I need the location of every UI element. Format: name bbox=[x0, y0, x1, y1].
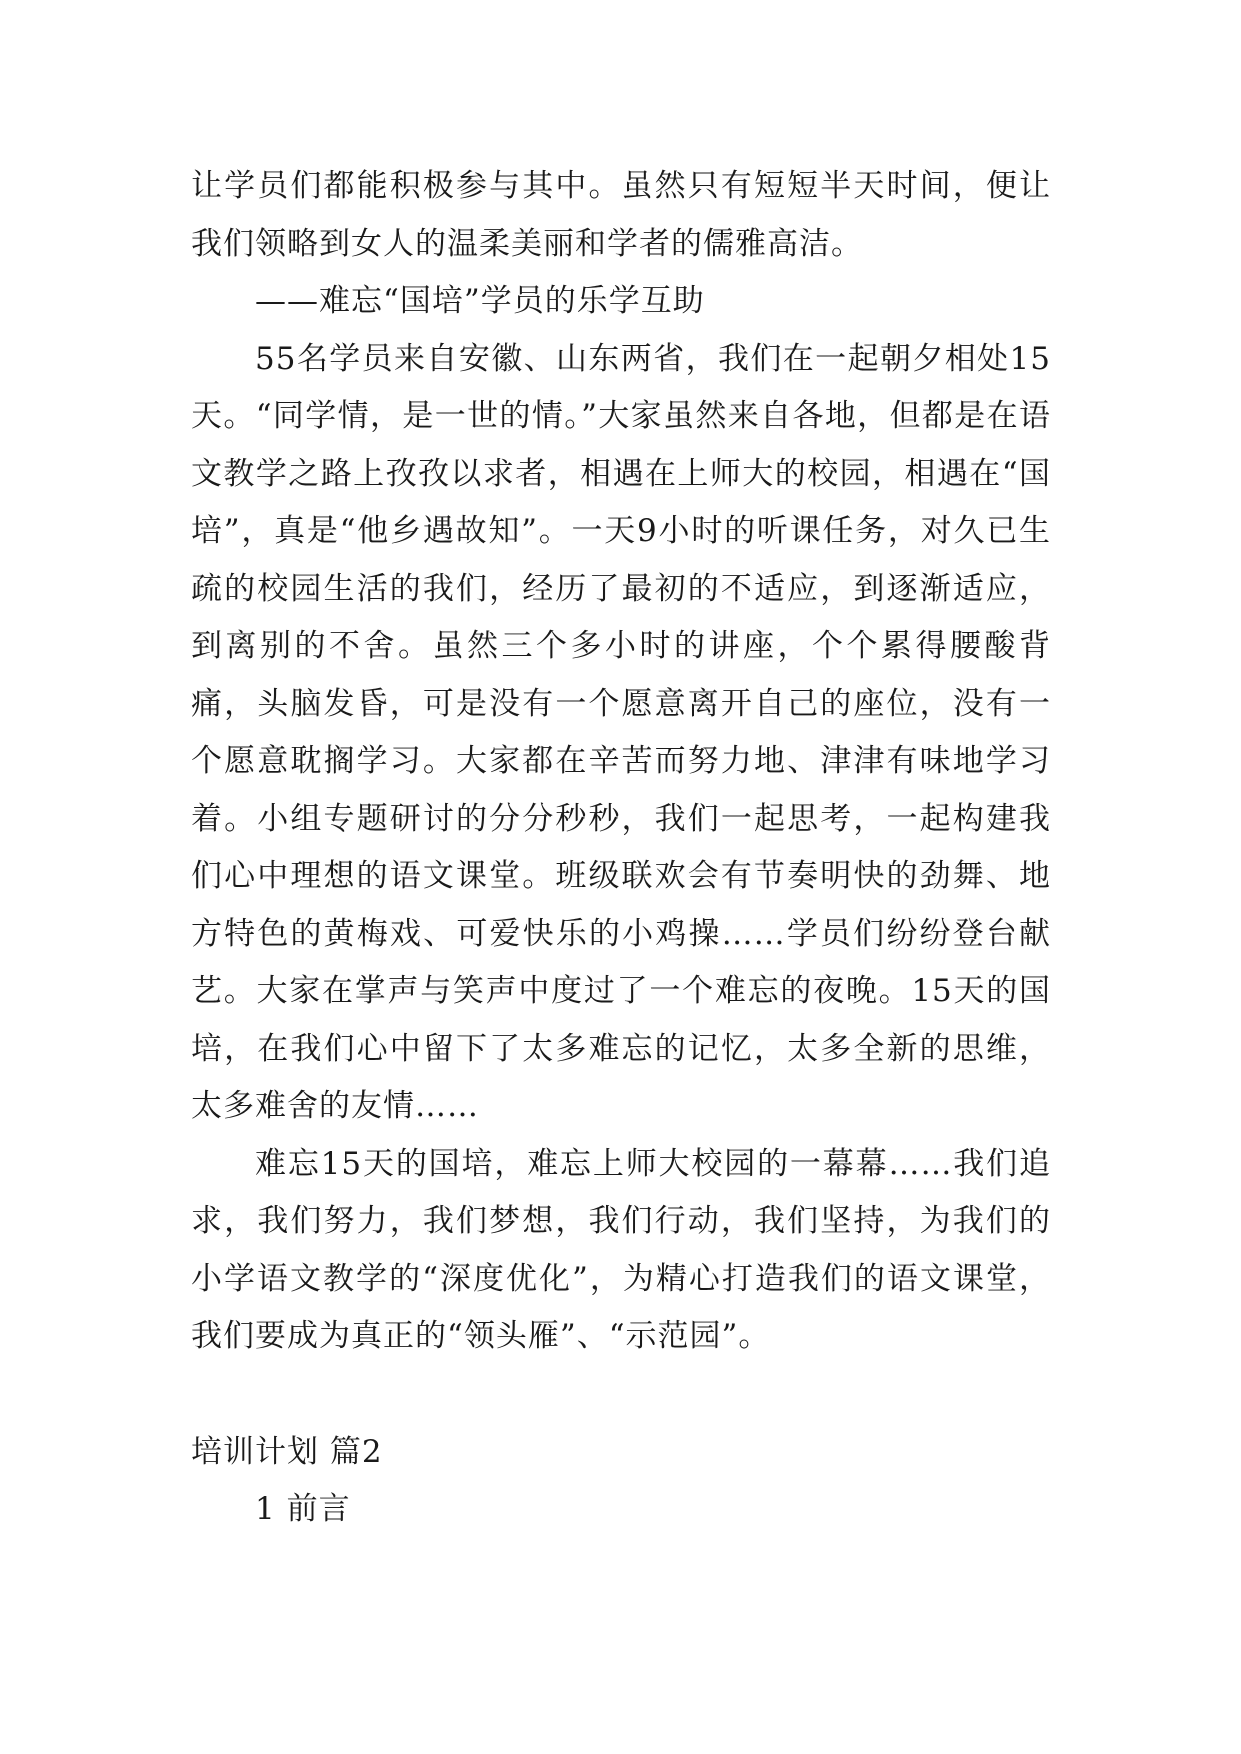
paragraph-students: 55名学员来自安徽、山东两省，我们在一起朝夕相处15天。“同学情，是一世的情。”大家虽然来自各地，但都是在语文教学之路上孜孜以求者，相遇在上师大的校园，相遇在“国培”，真是“他乡遇故知”。一天9小时的听课任务，对久已生疏的校园生活的我们，经历了最初的不适应，到逐渐适应，到离别的不舍。虽然三个多小时的讲座，个个累得腰酸背痛，头脑发昏，可是没有一个愿意离开自己的座位，没有一个愿意耽搁学习。大家都在辛苦而努力地、津津有味地学习着。小组专题研讨的分分秒秒，我们一起思考，一起构建我们心中理想的语文课堂。班级联欢会有节奏明快的劲舞、地方特色的黄梅戏、可爱快乐的小鸡操……学员们纷纷登台献艺。大家在掌声与笑声中度过了一个难忘的夜晚。15天的国培，在我们心中留下了太多难忘的记忆，太多全新的思维，太多难舍的友情…… bbox=[191, 340, 1051, 1124]
subtitle-line: ——难忘“国培”学员的乐学互助 bbox=[255, 283, 705, 319]
section-title: 培训计划 篇2 bbox=[191, 1433, 383, 1470]
paragraph-continuation: 让学员们都能积极参与其中。虽然只有短短半天时间，便让我们领略到女人的温柔美丽和学者的儒雅高洁。 bbox=[191, 168, 1051, 262]
document-body bbox=[191, 158, 1051, 1539]
paragraph-conclusion: 难忘15天的国培，难忘上师大校园的一幕幕……我们追求，我们努力，我们梦想，我们行动，我们坚持，为我们的小学语文教学的“深度优化”，为精心打造我们的语文课堂，我们要成为真正的“领头雁”、“示范园”。 bbox=[191, 1145, 1051, 1354]
subsection-title: 1 前言 bbox=[255, 1491, 351, 1527]
